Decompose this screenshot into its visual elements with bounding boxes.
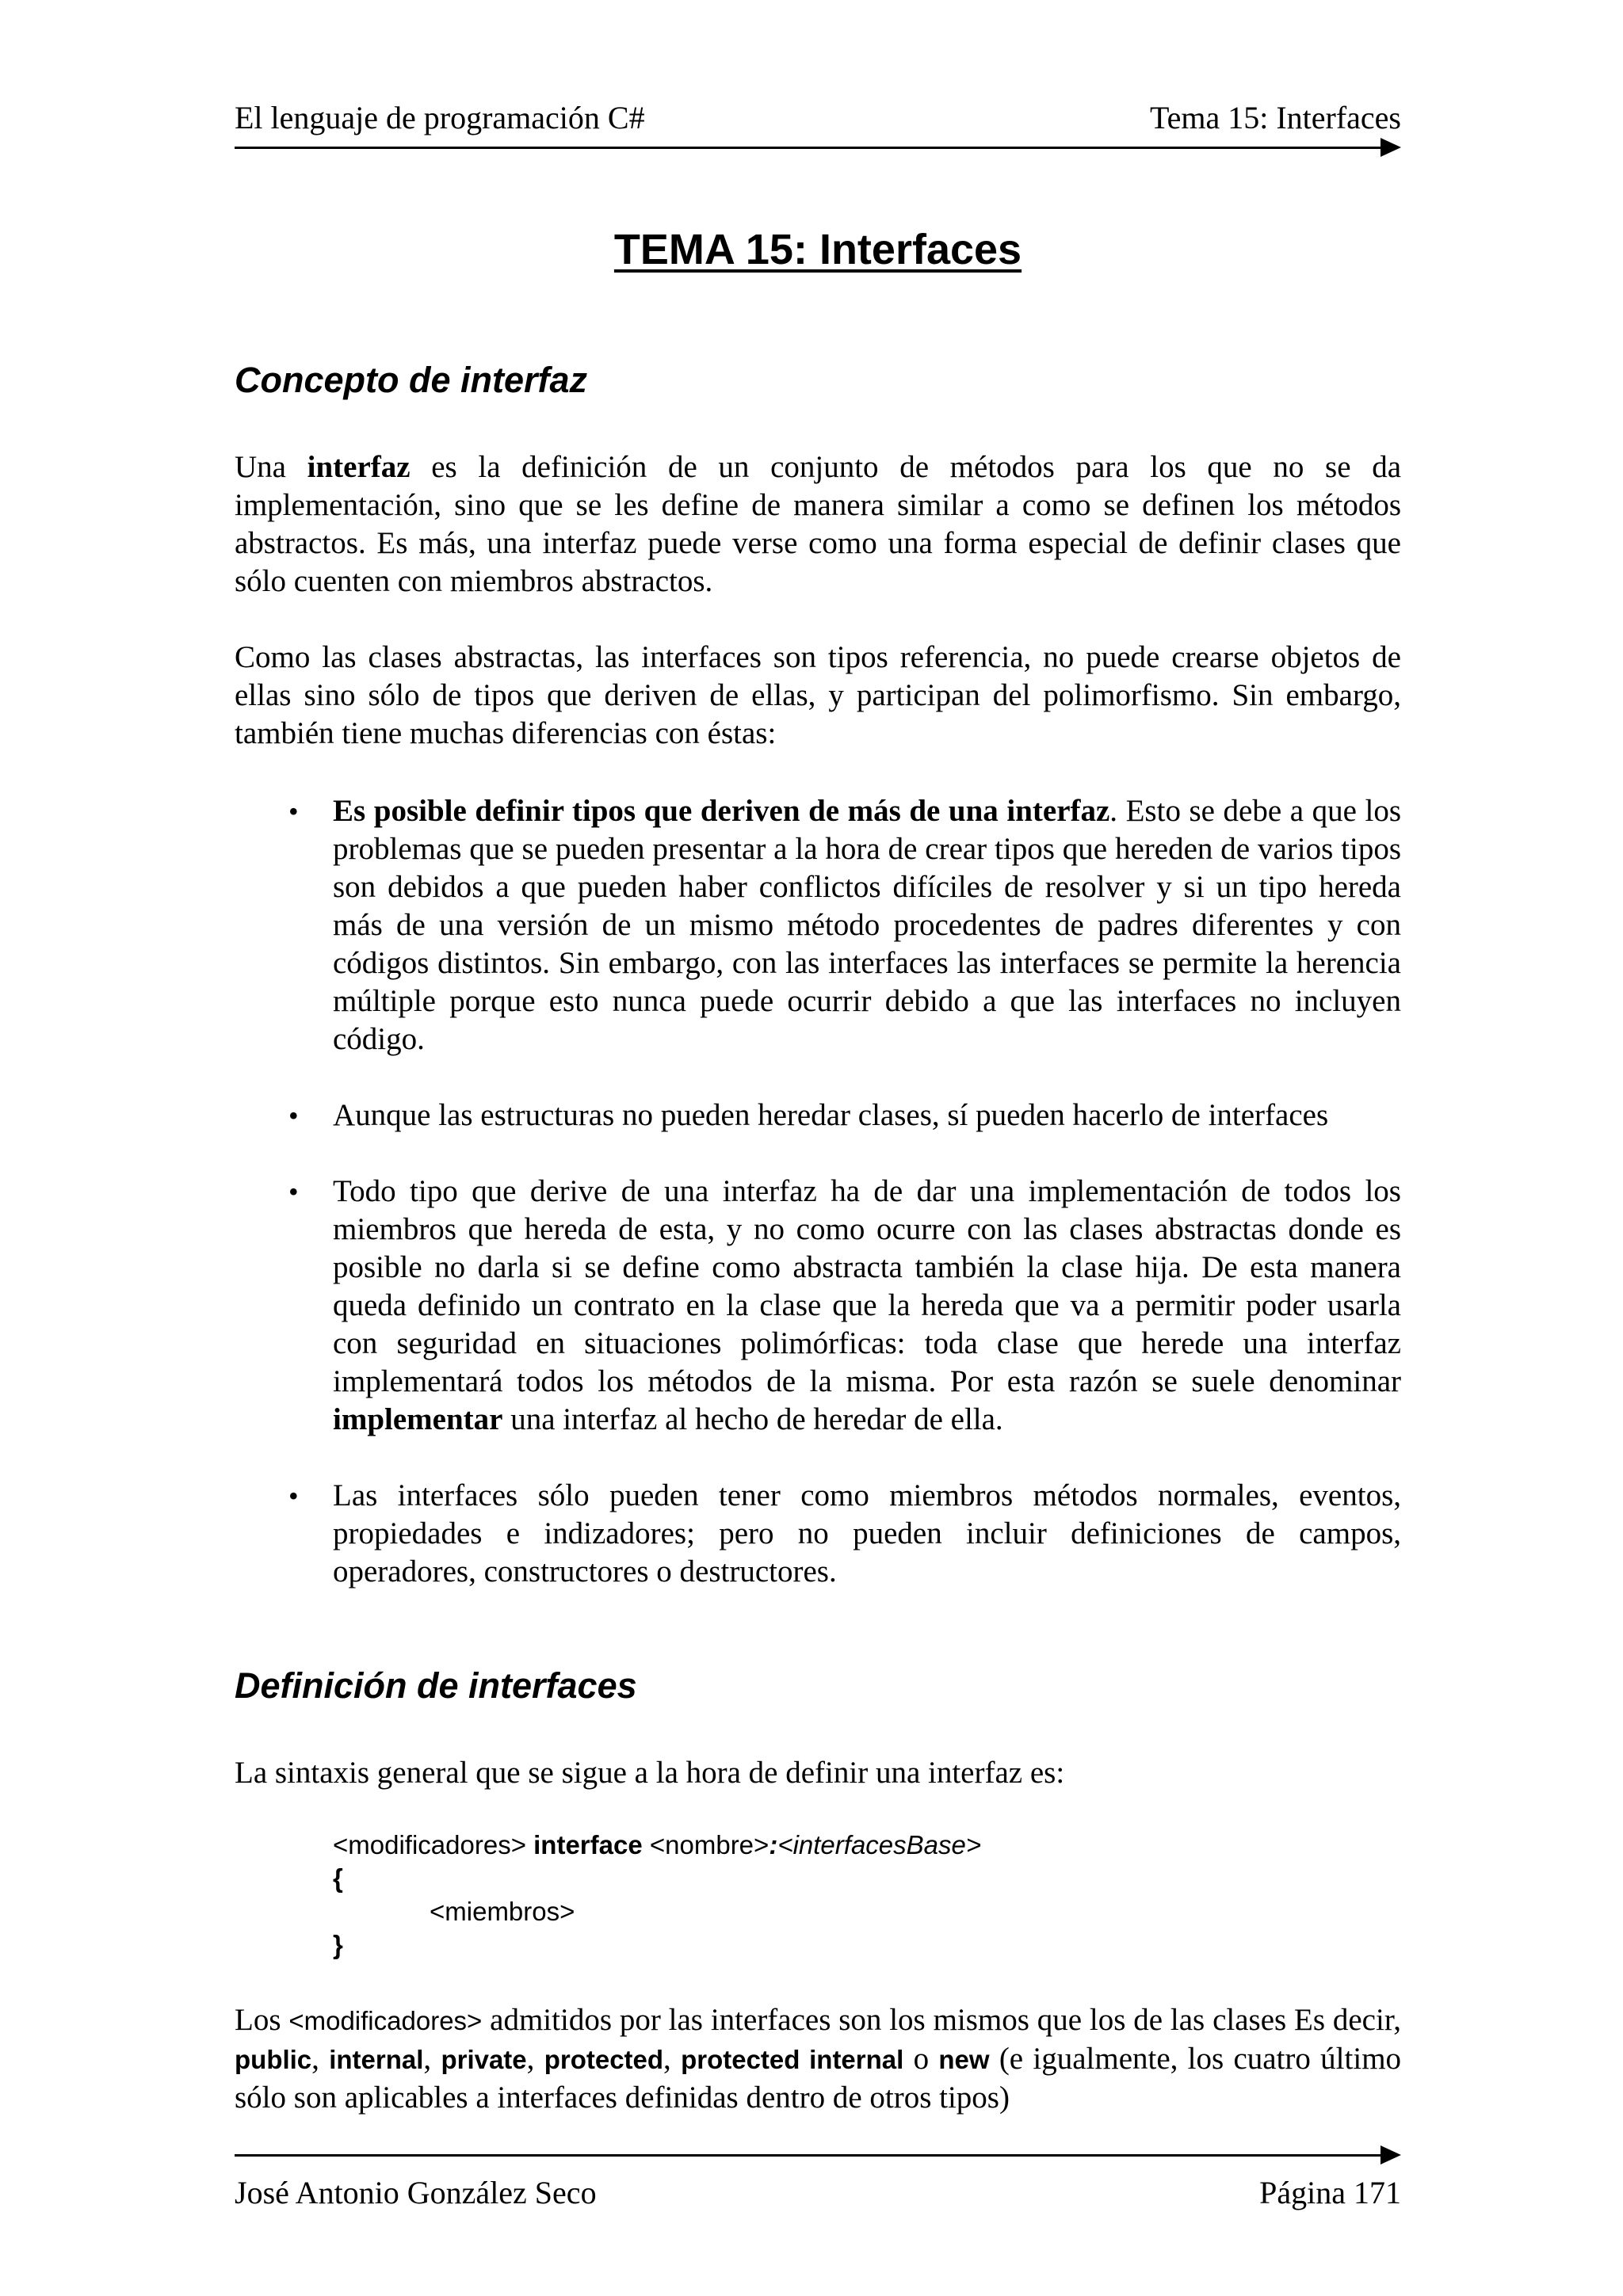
running-footer: [235, 2172, 1401, 2214]
document-page: [235, 0, 1401, 2296]
text-run: ,: [423, 2042, 441, 2076]
list-item: [235, 1477, 1401, 1591]
text-run: Los: [235, 2003, 289, 2037]
text-run: una interfaz al hecho de heredar de ella.: [502, 1402, 1003, 1436]
code-keyword: protected: [544, 2045, 664, 2074]
code-token: <nombre>: [642, 1830, 769, 1859]
bold-term: Es posible definir tipos que deriven de más de una interfaz: [333, 794, 1110, 828]
text-run: (e igualmente, los cuatro último sólo son aplicables a interfaces definidas dentro de otros tipos): [235, 2042, 1402, 2115]
code-keyword: public: [235, 2045, 312, 2074]
bold-term: interfaz: [307, 450, 411, 484]
list-item: [235, 792, 1401, 1058]
bullet-icon: •: [288, 1176, 299, 1207]
arrow-right-icon: [1381, 138, 1401, 157]
text-run: admitidos por las interfaces son los mismos que los de las clases Es decir,: [482, 2003, 1401, 2037]
arrow-right-icon: [1381, 2145, 1401, 2164]
differences-list: [235, 792, 1401, 1629]
code-token: :: [769, 1830, 778, 1859]
text-run: . Esto se debe a que los problemas que se pueden presentar a la hora de crear tipos que hereden de varios tipos son debidos a que pueden haber conflictos difíciles de resolver y si un tipo hereda más de una versión de un mismo método procedentes de padres diferentes y con códigos distintos. Sin embargo, con las interfaces las interfaces se permite la herencia múltiple porque esto nunca puede ocurrir debido a que las interfaces no incluyen código.: [333, 794, 1401, 1056]
code-line: {: [333, 1863, 343, 1893]
footer-author: José Antonio González Seco: [235, 2175, 597, 2210]
footer-arrow-rule: [235, 2145, 1401, 2164]
header-chapter-title: Tema 15: Interfaces: [1149, 100, 1401, 135]
text-run: es la definición de un conjunto de métodos para los que no se da implementación, sino que se les define de manera similar a como se definen los métodos abstractos. Es más, una interfaz puede verse como una forma especial de definir clases que sólo cuenten con miembros abstractos.: [235, 450, 1401, 598]
footer-page-number: Página 171: [1259, 2175, 1401, 2210]
header-arrow-rule: [235, 138, 1401, 157]
header-book-title: El lenguaje de programación C#: [235, 100, 645, 135]
list-item: [235, 1173, 1401, 1439]
list-item: [235, 1097, 1401, 1135]
header-rule-line: [235, 147, 1384, 149]
text-run: ,: [311, 2042, 330, 2076]
text-run: Aunque las estructuras no pueden heredar clases, sí pueden hacerlo de interfaces: [333, 1098, 1329, 1132]
running-header: [235, 98, 1401, 138]
paragraph-diferencias: Como las clases abstractas, las interfaces son tipos referencia, no puede crearse objetos de ellas sino sólo de tipos que deriven de ellas, y participan del polimorfismo. Sin embargo, también tiene muchas diferencias con éstas:: [235, 640, 1401, 750]
text-run: Una: [235, 450, 307, 484]
code-token: <modificadores>: [333, 1830, 534, 1859]
bold-term: implementar: [333, 1402, 503, 1436]
chapter-title-text: TEMA 15: Interfaces: [613, 226, 1022, 273]
section-heading-definicion: Definición de interfaces: [235, 1665, 637, 1706]
paragraph-sintaxis: La sintaxis general que se sigue a la hora de definir una interfaz es:: [235, 1756, 1065, 1790]
code-token: <interfacesBase>: [777, 1830, 982, 1859]
code-keyword: internal: [329, 2045, 424, 2074]
code-keyword: new: [938, 2045, 990, 2074]
code-keyword: interface: [533, 1830, 643, 1859]
paragraph-concepto: [235, 448, 1401, 601]
text-run: o: [903, 2042, 939, 2076]
text-run: ,: [526, 2042, 544, 2076]
text-run: ,: [663, 2042, 682, 2076]
code-keyword: private: [441, 2045, 527, 2074]
text-run: Las interfaces sólo pueden tener como miembros métodos normales, eventos, propiedades e indizadores; pero no pueden incluir definiciones de campos, operadores, constructores o destructores.: [333, 1478, 1401, 1589]
bullet-icon: •: [288, 1100, 299, 1131]
bullet-icon: •: [288, 795, 299, 827]
text-run: Todo tipo que derive de una interfaz ha de dar una implementación de todos los miembros que hereda de esta, y no como ocurre con las clases abstractas donde es posible no darla si se define como abstracta también la clase hija. De esta manera queda definido un contrato en la clase que la hereda que va a permitir poder usarla con seguridad en situaciones polimórficas: toda clase que herede una interfaz implementará todos los métodos de la misma. Por esta razón se suele denominar: [333, 1174, 1401, 1398]
bullet-icon: •: [288, 1480, 299, 1512]
section-heading-concepto: Concepto de interfaz: [235, 360, 588, 400]
code-line: <miembros>: [430, 1897, 575, 1926]
code-token: <modificadores>: [288, 2006, 483, 2035]
chapter-title: [235, 223, 1401, 276]
syntax-code-block: [333, 1829, 981, 1962]
code-keyword: protected internal: [681, 2045, 904, 2074]
code-line: [333, 1829, 981, 1862]
code-line: }: [333, 1930, 343, 1959]
paragraph-modificadores: [235, 2001, 1401, 2117]
footer-rule-line: [235, 2154, 1384, 2157]
